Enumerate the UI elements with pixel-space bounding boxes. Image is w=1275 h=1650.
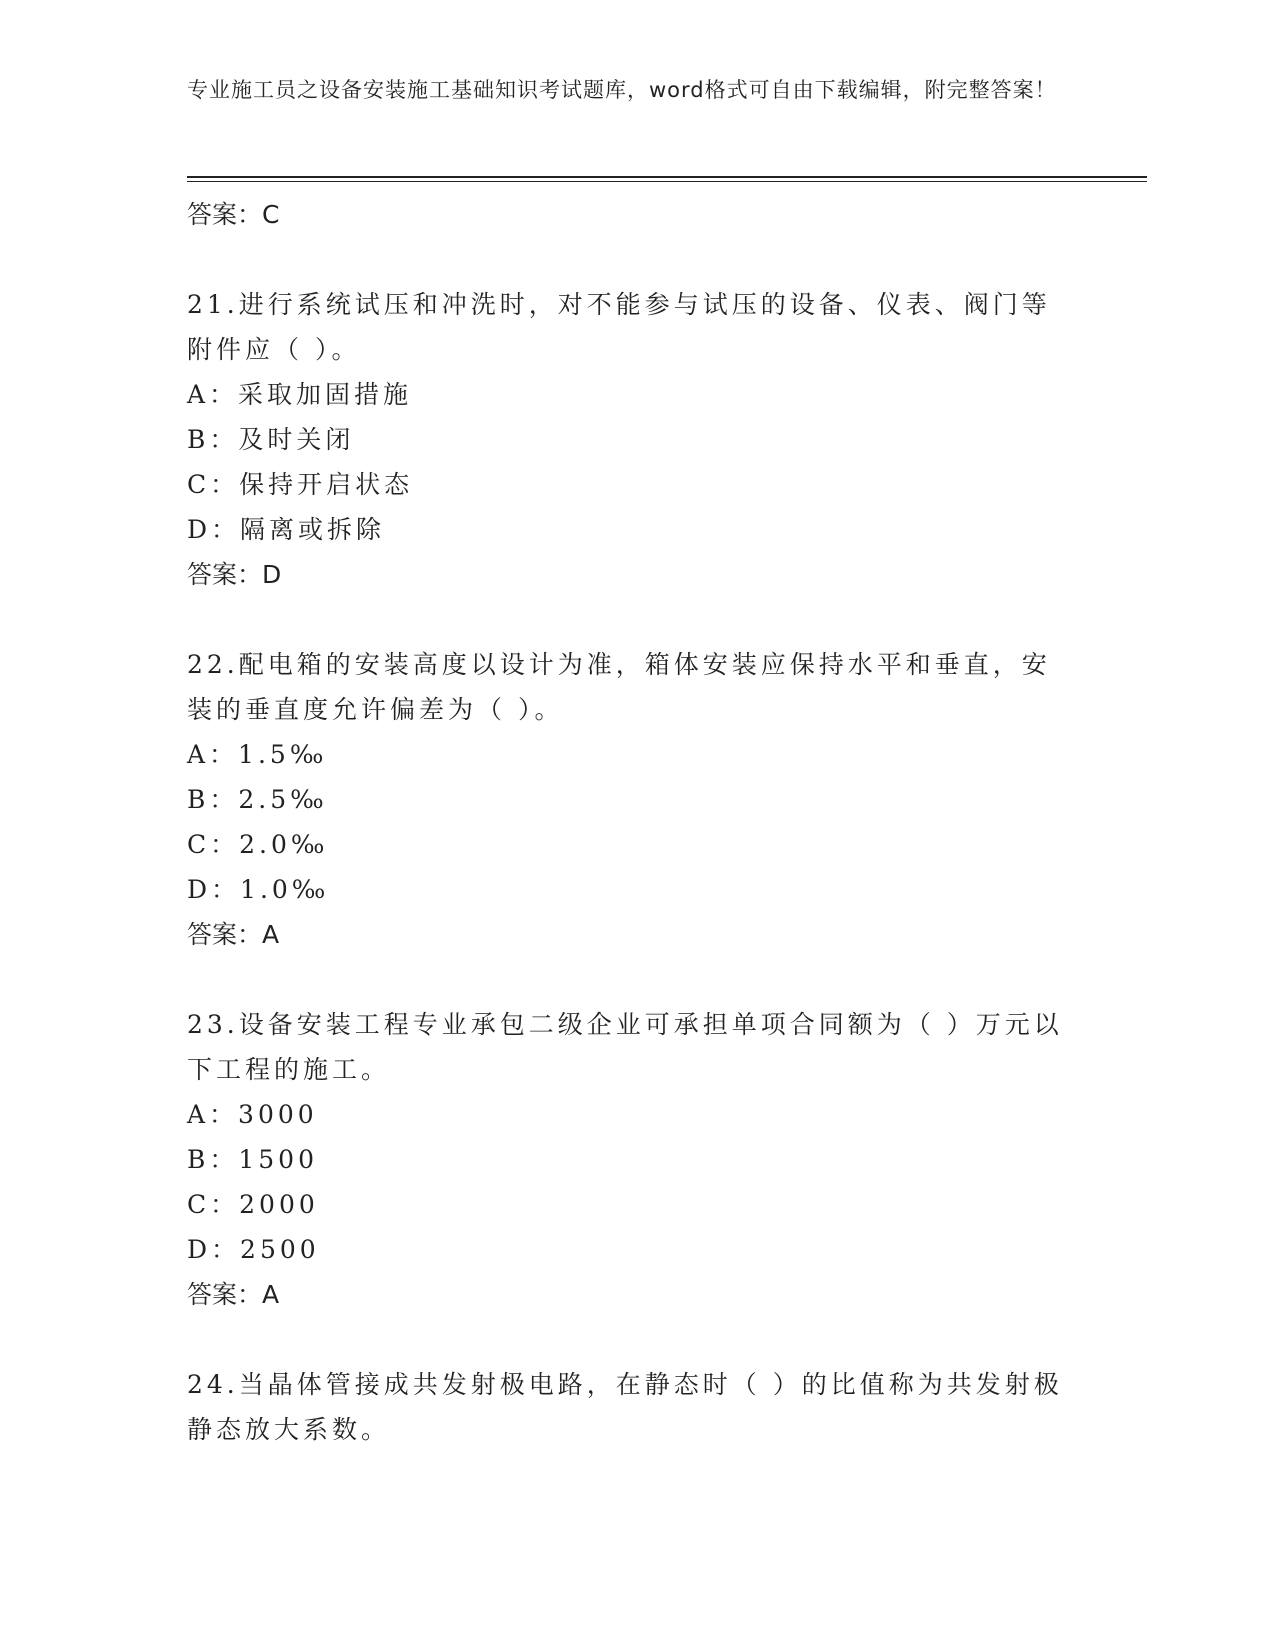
option-c: C：2.0‰ xyxy=(187,830,329,859)
answer-line: 答案：C xyxy=(187,200,280,229)
question-22 xyxy=(187,642,1067,957)
question-text: 22.配电箱的安装高度以设计为准，箱体安装应保持水平和垂直，安装的垂直度允许偏差为（ ）。 xyxy=(187,650,1051,724)
answer-line: 答案：A xyxy=(187,1280,280,1309)
answer-line: 答案：D xyxy=(187,560,282,589)
option-a: A：3000 xyxy=(187,1100,318,1129)
option-c: C：2000 xyxy=(187,1190,319,1219)
option-b: B：1500 xyxy=(187,1145,318,1174)
option-a: A：采取加固措施 xyxy=(187,380,413,409)
document-body xyxy=(187,192,1067,1497)
option-d: D：2500 xyxy=(187,1235,320,1264)
question-text: 24.当晶体管接成共发射极电路，在静态时（ ）的比值称为共发射极静态放大系数。 xyxy=(187,1370,1063,1444)
option-c: C：保持开启状态 xyxy=(187,470,414,499)
header-rule-thin xyxy=(187,181,1147,182)
option-b: B：2.5‰ xyxy=(187,785,328,814)
option-d: D：1.0‰ xyxy=(187,875,330,904)
document-header: 专业施工员之设备安装施工基础知识考试题库，word格式可自由下载编辑，附完整答案！ xyxy=(187,78,1057,102)
answer-line: 答案：A xyxy=(187,920,280,949)
question-text: 21.进行系统试压和冲洗时，对不能参与试压的设备、仪表、阀门等附件应（ ）。 xyxy=(187,290,1051,364)
question-21 xyxy=(187,282,1067,597)
header-rule-thick xyxy=(187,176,1147,178)
question-24 xyxy=(187,1362,1067,1452)
option-d: D：隔离或拆除 xyxy=(187,515,386,544)
question-23 xyxy=(187,1002,1067,1317)
option-b: B：及时关闭 xyxy=(187,425,355,454)
option-a: A：1.5‰ xyxy=(187,740,328,769)
question-text: 23.设备安装工程专业承包二级企业可承担单项合同额为（ ）万元以下工程的施工。 xyxy=(187,1010,1063,1084)
